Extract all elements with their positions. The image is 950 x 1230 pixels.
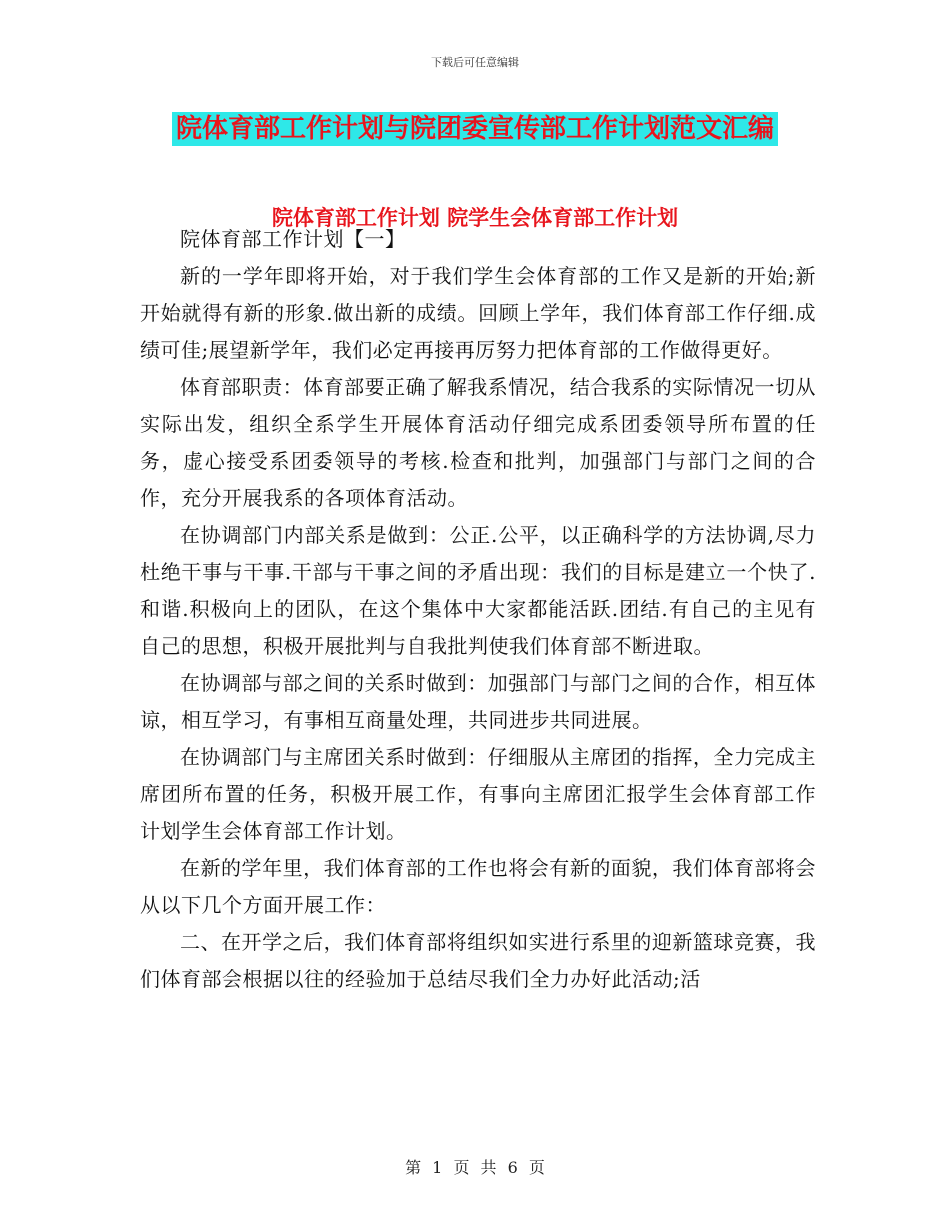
paragraph: 体育部职责：体育部要正确了解我系情况，结合我系的实际情况一切从实际出发，组织全系学生开展体育活动仔细完成系团委领导所布置的任务，虚心接受系团委领导的考核.检查和批判，加强部门与部门之间的合作，充分开展我系的各项体育活动。 [140, 375, 816, 510]
main-title: 院体育部工作计划与院团委宣传部工作计划范文汇编 [172, 112, 778, 146]
paragraph: 在协调部门内部关系是做到：公正.公平，以正确科学的方法协调,尽力杜绝干事与干事.干部与干事之间的矛盾出现：我们的目标是建立一个快了.和谐.积极向上的团队，在这个集体中大家都能活跃.团结.有自己的主见有自己的思想，积极开展批判与自我批判使我们体育部不断进取。 [140, 523, 816, 658]
paragraph: 在新的学年里，我们体育部的工作也将会有新的面貌，我们体育部将会从以下几个方面开展工作： [140, 856, 816, 917]
paragraph: 新的一学年即将开始，对于我们学生会体育部的工作又是新的开始;新开始就得有新的形象.做出新的成绩。回顾上学年，我们体育部工作仔细.成绩可佳;展望新学年，我们必定再接再厉努力把体育部的工作做得更好。 [140, 264, 816, 362]
paragraph: 在协调部与部之间的关系时做到：加强部门与部门之间的合作，相互体谅，相互学习，有事相互商量处理，共同进步共同进展。 [140, 671, 816, 732]
page-header-note: 下载后可任意编辑 [431, 56, 519, 69]
document-body [140, 221, 816, 998]
sub-title: 院体育部工作计划 院学生会体育部工作计划 [271, 206, 679, 230]
paragraph: 二、在开学之后，我们体育部将组织如实进行系里的迎新篮球竞赛，我们体育部会根据以往的经验加于总结尽我们全力办好此活动;活 [140, 930, 816, 991]
paragraph: 在协调部门与主席团关系时做到：仔细服从主席团的指挥，全力完成主席团所布置的任务，积极开展工作，有事向主席团汇报学生会体育部工作计划学生会体育部工作计划。 [140, 745, 816, 843]
section-heading: 院体育部工作计划【一】 [180, 227, 406, 251]
page-number-footer: 第 1 页 共 6 页 [405, 1158, 545, 1177]
main-title-container [0, 112, 950, 146]
